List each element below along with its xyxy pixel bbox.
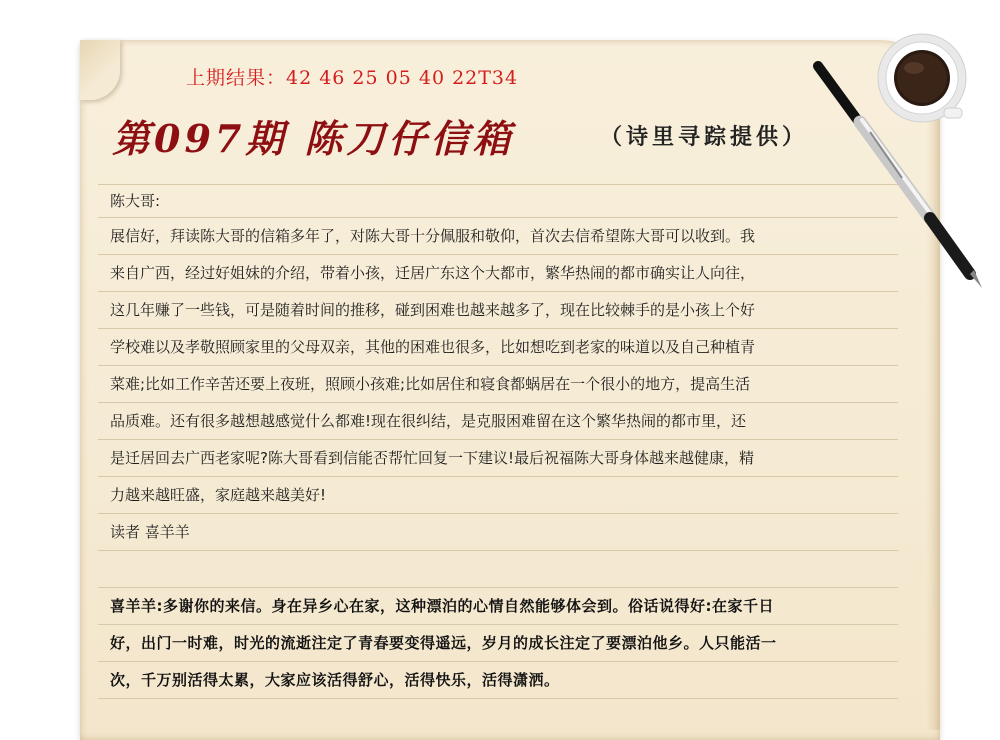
reply-section — [98, 588, 898, 699]
letter-line: 力越来越旺盛，家庭越来越美好! — [98, 477, 898, 514]
letter-line: 学校难以及孝敬照顾家里的父母双亲，其他的困难也很多，比如想吃到老家的味道以及自己种植青 — [98, 329, 898, 366]
reply-line: 次，千万别活得太累，大家应该活得舒心，活得快乐，活得潇洒。 — [98, 662, 898, 699]
last-result-text: 上期结果：42 46 25 05 40 22T34 — [186, 67, 519, 89]
letter-line: 是迁居回去广西老家呢?陈大哥看到信能否帮忙回复一下建议!最后祝福陈大哥身体越来越健康，精 — [98, 440, 898, 477]
page-title: 第097期 陈刀仔信箱 — [112, 116, 515, 161]
letter-line: 品质难。还有很多越想越感觉什么都难!现在很纠结，是克服困难留在这个繁华热闹的都市里，还 — [98, 403, 898, 440]
letter-body — [98, 184, 898, 699]
letter-line: 菜难;比如工作辛苦还要上夜班，照顾小孩难;比如居住和寝食都蜗居在一个很小的地方，提高生活 — [98, 366, 898, 403]
letter-line: 来自广西，经过好姐妹的介绍，带着小孩，迁居广东这个大都市，繁华热闹的都市确实让人向往， — [98, 255, 898, 292]
letter-greeting: 陈大哥: — [98, 184, 898, 218]
blank-line — [98, 551, 898, 588]
reply-line: 喜羊羊:多谢你的来信。身在异乡心在家，这种漂泊的心情自然能够体会到。俗话说得好:在家千日 — [98, 588, 898, 625]
letter-line: 这几年赚了一些钱，可是随着时间的推移，碰到困难也越来越多了，现在比较棘手的是小孩上个好 — [98, 292, 898, 329]
letter-line: 展信好，拜读陈大哥的信箱多年了，对陈大哥十分佩服和敬仰，首次去信希望陈大哥可以收到。我 — [98, 218, 898, 255]
provider-credit: （诗里寻踪提供） — [600, 124, 809, 150]
letter-signature: 读者 喜羊羊 — [98, 514, 898, 551]
reply-line: 好，出门一时难，时光的流逝注定了青春要变得遥远，岁月的成长注定了要漂泊他乡。人只能活一 — [98, 625, 898, 662]
